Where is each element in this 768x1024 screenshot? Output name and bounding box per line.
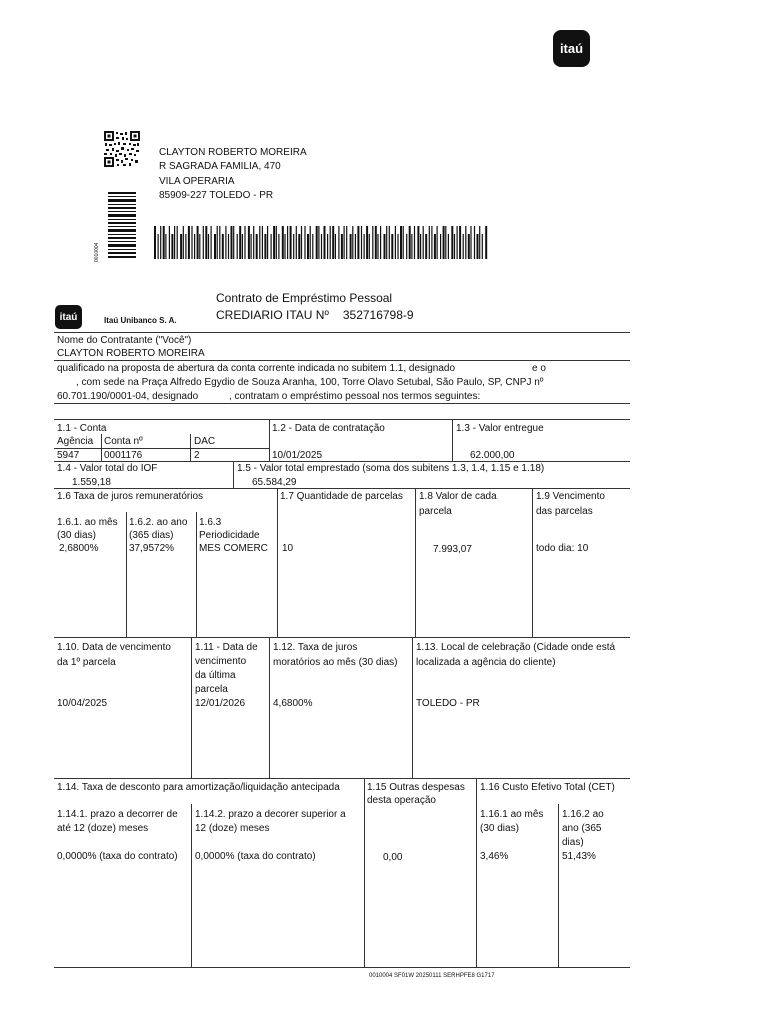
iof-label: 1.4 - Valor total do IOF — [57, 463, 158, 474]
cet-ano-label-3: dias) — [562, 837, 584, 848]
juros-moratorios-value: 4,6800% — [273, 698, 313, 709]
data-contratacao-label: 1.2 - Data de contratação — [272, 423, 385, 434]
barcode-side-code: 0010004 — [94, 242, 100, 262]
local-celebracao-label-1: 1.13. Local de celebração (Cidade onde está — [416, 642, 616, 653]
ultima-parcela-value: 12/01/2026 — [195, 698, 246, 709]
contract-number: 352716798-9 — [342, 308, 414, 322]
address-name: CLAYTON ROBERTO MOREIRA — [159, 147, 307, 158]
dac-label: DAC — [194, 436, 216, 447]
contract-title: Contrato de Empréstimo Pessoal — [216, 291, 393, 305]
juros-ano-label-2: (365 dias) — [129, 530, 174, 541]
cet-mes-label-1: 1.16.1 ao mês — [480, 809, 544, 820]
outras-despesas-label-2: desta operação — [367, 795, 436, 806]
outras-despesas-value: 0,00 — [383, 852, 403, 863]
local-celebracao-value: TOLEDO - PR — [416, 698, 480, 709]
ultima-parcela-label-1: 1.11 - Data de — [195, 642, 258, 653]
valor-parcela-value: 7.993,07 — [433, 544, 472, 555]
address-district: VILA OPERARIA — [159, 175, 235, 187]
juros-mes-label-1: 1.6.1. ao mês — [57, 517, 118, 528]
cet-mes-label-2: (30 dias) — [480, 823, 519, 834]
contractor-text-1b: e o — [532, 363, 546, 374]
conta-no-value: 0001176 — [104, 450, 143, 461]
desconto-label: 1.14. Taxa de desconto para amortização/liquidação antecipada — [57, 782, 340, 793]
periodicidade-value: MES COMERC — [199, 543, 268, 554]
valor-parcela-label-2: parcela — [419, 506, 452, 517]
valor-total-value: 65.584,29 — [252, 477, 297, 488]
cet-ano-value: 51,43% — [562, 851, 596, 862]
local-celebracao-label-2: localizada a agência do cliente) — [416, 657, 556, 668]
qtd-parcelas-label: 1.7 Quantidade de parcelas — [280, 491, 403, 502]
valor-entregue-label: 1.3 - Valor entregue — [456, 423, 544, 434]
contractor-name: CLAYTON ROBERTO MOREIRA — [57, 348, 205, 359]
conta-label: 1.1 - Conta — [57, 423, 107, 434]
data-contratacao-value: 10/01/2025 — [272, 450, 323, 461]
qtd-parcelas-value: 10 — [282, 543, 294, 554]
vencimento-label-1: 1.9 Vencimento — [536, 491, 605, 502]
vencimento-value: todo dia: 10 — [536, 543, 589, 554]
valor-parcela-label-1: 1.8 Valor de cada — [419, 491, 497, 502]
contractor-text-3a: 60.701.190/0001-04, designado — [57, 391, 199, 402]
periodicidade-label-2: Periodicidade — [199, 530, 260, 541]
sup12-label-1: 1.14.2. prazo a decorer superior a — [195, 809, 346, 820]
agencia-label: Agência — [57, 436, 94, 447]
qr-code — [104, 131, 140, 167]
primeira-parcela-label-1: 1.10. Data de vencimento — [57, 642, 171, 653]
ate12-label-1: 1.14.1. prazo a decorrer de — [57, 809, 178, 820]
juros-mes-value: 2,6800% — [59, 543, 99, 554]
cet-mes-value: 3,46% — [480, 851, 509, 862]
conta-no-label: Conta nº — [104, 436, 143, 447]
outras-despesas-label-1: 1.15 Outras despesas — [367, 782, 465, 793]
address-city: 85909-227 TOLEDO - PR — [159, 189, 274, 201]
juros-moratorios-label-1: 1.12. Taxa de juros — [273, 642, 358, 653]
cet-ano-label-1: 1.16.2 ao — [562, 809, 604, 820]
vencimento-label-2: das parcelas — [536, 506, 593, 517]
ultima-parcela-label-3: da última — [195, 670, 236, 681]
agencia-value: 5947 — [57, 450, 80, 461]
sup12-label-2: 12 (doze) meses — [195, 823, 270, 834]
iof-value: 1.559,18 — [72, 477, 111, 488]
sup12-value: 0,0000% (taxa do contrato) — [195, 851, 316, 862]
valor-total-label: 1.5 - Valor total emprestado (soma dos subitens 1.3, 1.4, 1.15 e 1.18) — [237, 463, 545, 474]
itau-logo: itaú — [553, 30, 590, 67]
contract-product: CREDIARIO ITAU Nº 352716798-9 — [216, 308, 414, 322]
ate12-label-2: até 12 (doze) meses — [57, 823, 149, 834]
ultima-parcela-label-2: vencimento — [195, 656, 247, 667]
cet-ano-label-2: ano (365 — [562, 823, 602, 834]
ate12-value: 0,0000% (taxa do contrato) — [57, 851, 178, 862]
juros-ano-label-1: 1.6.2. ao ano — [129, 517, 188, 528]
juros-label: 1.6 Taxa de juros remuneratórios — [57, 491, 204, 502]
contractor-text-1a: qualificado na proposta de abertura da conta corrente indicada no subitem 1.1, designado — [57, 363, 456, 374]
address-street: R SAGRADA FAMILIA, 470 — [159, 161, 281, 173]
juros-mes-label-2: (30 dias) — [57, 530, 96, 541]
footer-code: 0010004 SF01W 20250111 SERHPFE8 G1717 — [369, 973, 495, 979]
vertical-barcode — [108, 192, 136, 260]
primeira-parcela-label-2: da 1º parcela — [57, 657, 116, 668]
juros-moratorios-label-2: moratórios ao mês (30 dias) — [273, 657, 398, 668]
contractor-text-2: , com sede na Praça Alfredo Egydio de Souza Aranha, 100, Torre Olavo Setubal, São Paulo, SP, CNPJ nº — [76, 377, 544, 388]
cet-label: 1.16 Custo Efetivo Total (CET) — [480, 782, 615, 793]
itau-logo-small: itaú — [55, 305, 82, 329]
address-block — [159, 146, 307, 203]
valor-entregue-value: 62.000,00 — [470, 450, 515, 461]
postal-barcode — [154, 226, 488, 259]
bank-name: Itaú Unibanco S. A. — [104, 316, 177, 325]
juros-ano-value: 37,9572% — [129, 543, 175, 554]
contractor-text-3b: , contratam o empréstimo pessoal nos termos seguintes: — [229, 391, 481, 402]
dac-value: 2 — [194, 450, 200, 461]
ultima-parcela-label-4: parcela — [195, 684, 228, 695]
contractor-label: Nome do Contratante ("Você") — [57, 335, 192, 346]
periodicidade-label-1: 1.6.3 — [199, 517, 222, 528]
primeira-parcela-value: 10/04/2025 — [57, 698, 108, 709]
